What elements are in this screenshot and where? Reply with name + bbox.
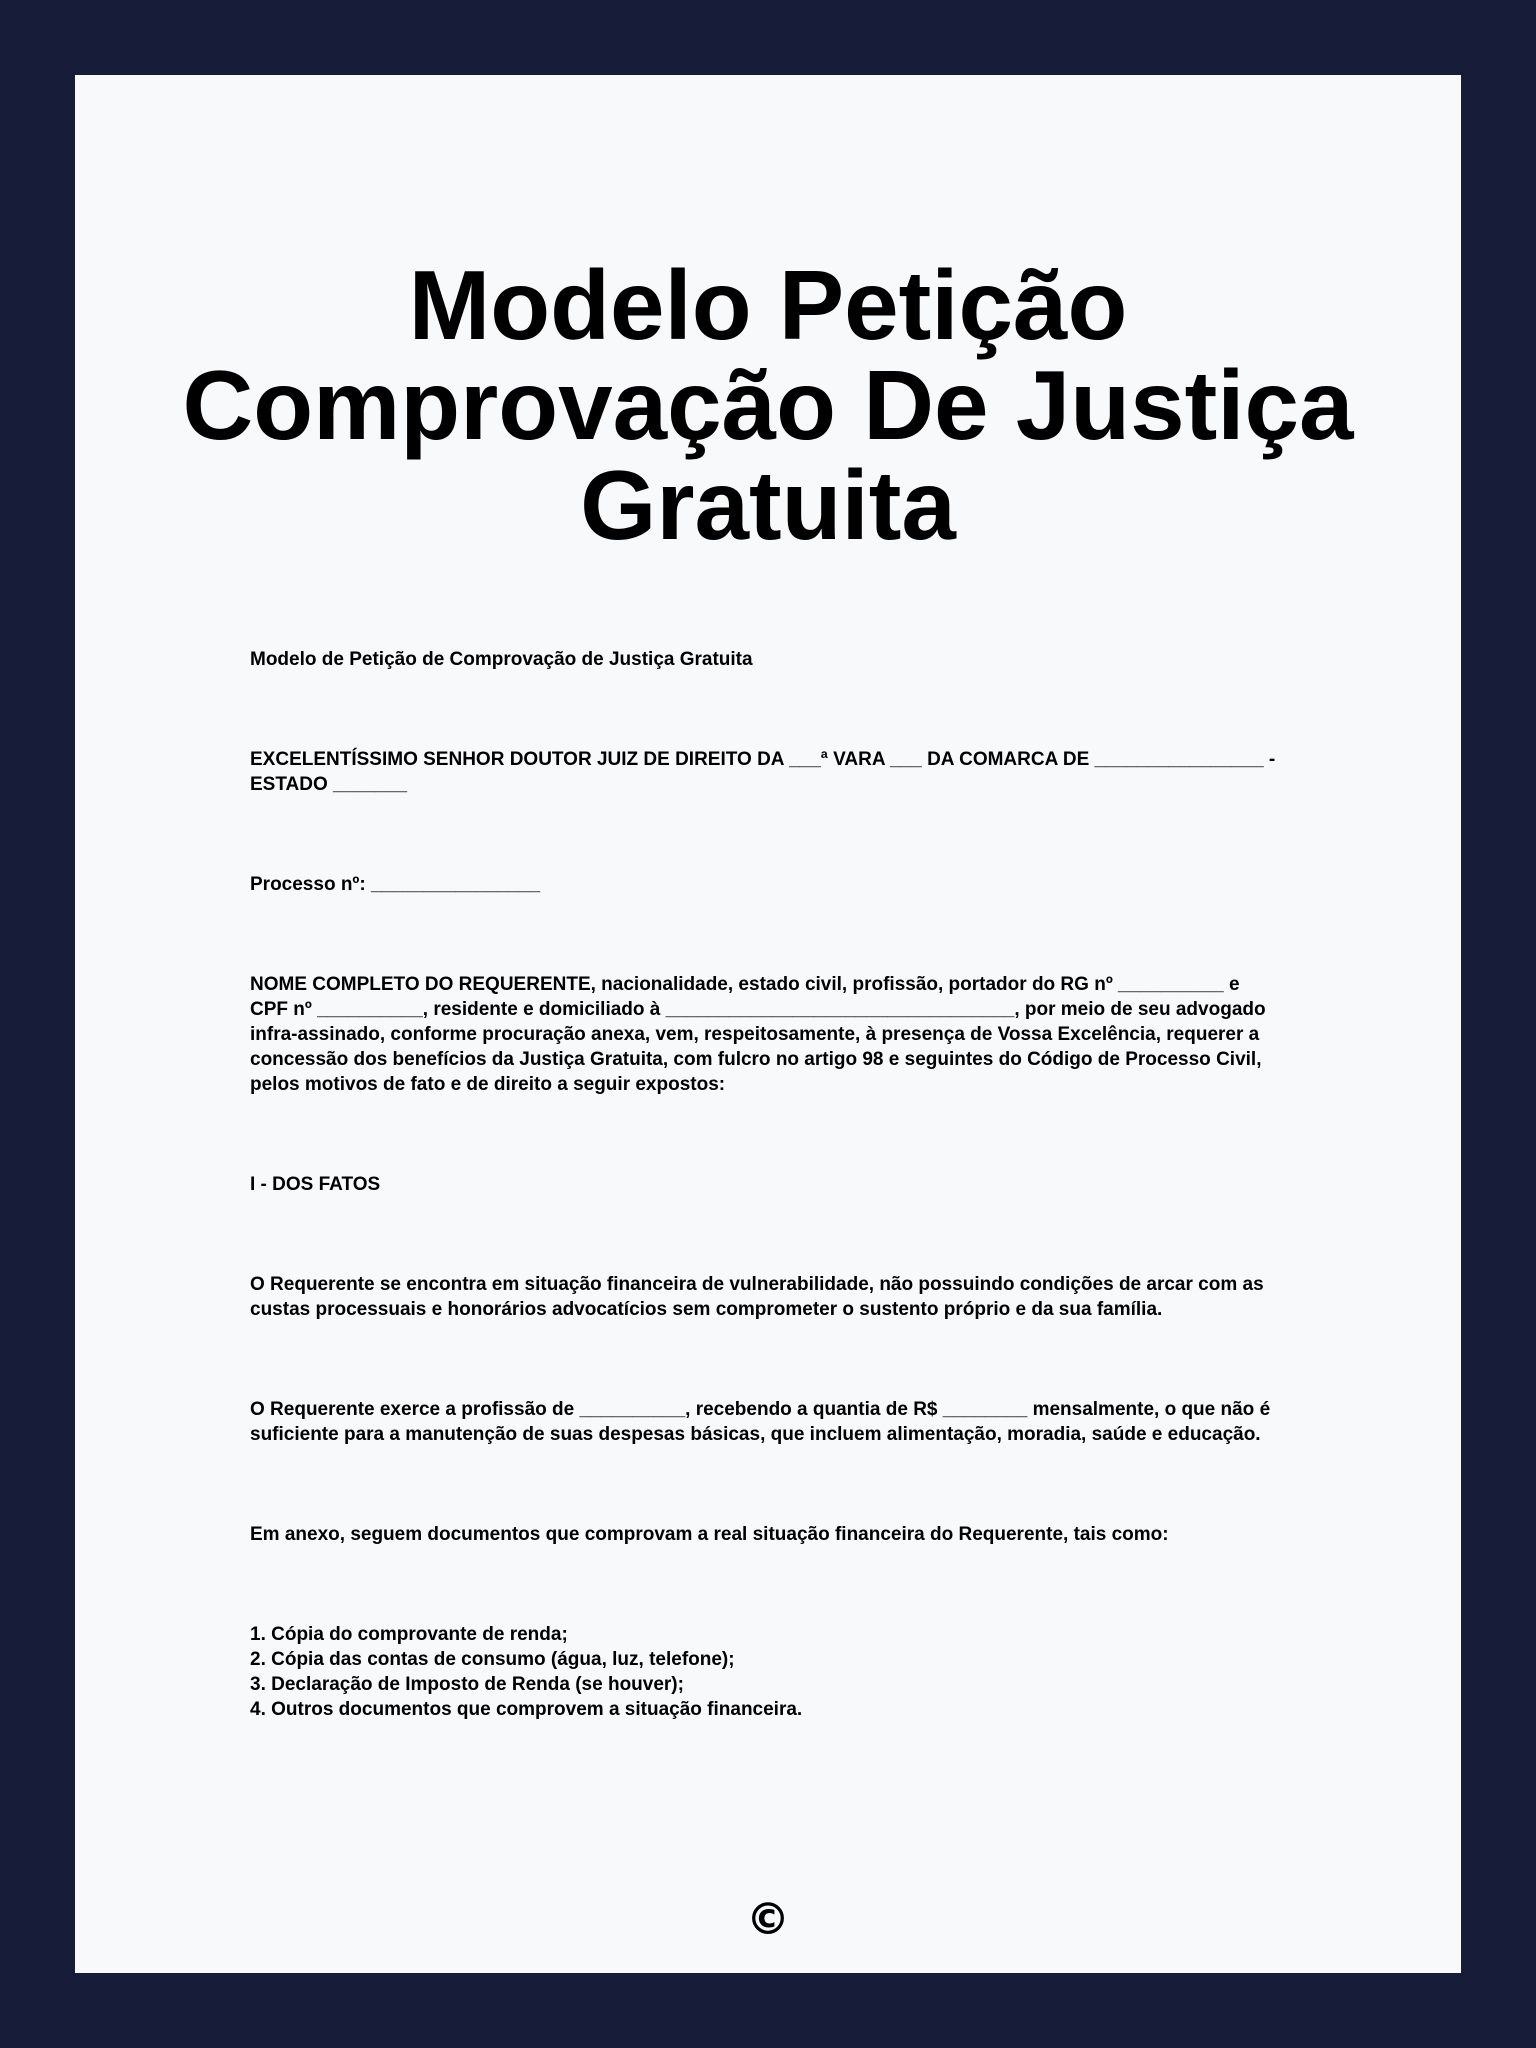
title-line-2: Comprovação De Justiça [182, 350, 1354, 460]
process-number: Processo nº: ________________ [250, 874, 541, 895]
list-item: 2. Cópia das contas de consumo (água, luz, telefone); [250, 1649, 735, 1670]
list-item: 1. Cópia do comprovante de renda; [250, 1624, 568, 1645]
list-item: 4. Outros documentos que comprovem a situação financeira. [250, 1699, 803, 1720]
title-line-3: Gratuita [580, 450, 956, 560]
title-line-1: Modelo Petição [408, 250, 1128, 360]
copyright-icon: © [746, 1894, 790, 1945]
page-title [75, 250, 1461, 560]
addressee-paragraph: EXCELENTÍSSIMO SENHOR DOUTOR JUIZ DE DIREITO DA ___ª VARA ___ DA COMARCA DE ________________ - ESTADO _______ [250, 749, 1276, 795]
document-subtitle: Modelo de Petição de Comprovação de Justiça Gratuita [250, 649, 753, 670]
facts-paragraph-3: Em anexo, seguem documentos que comprovam a real situação financeira do Requerente, tais como: [250, 1524, 1169, 1545]
document-body [250, 647, 1280, 1722]
list-item: 3. Declaração de Imposto de Renda (se houver); [250, 1674, 684, 1695]
document-page [75, 75, 1461, 1973]
documents-list [250, 1622, 1280, 1722]
facts-paragraph-1: O Requerente se encontra em situação financeira de vulnerabilidade, não possuindo condições de arcar com as custas processuais e honorários advocatícios sem comprometer o sustento próprio e da sua família. [250, 1274, 1264, 1320]
facts-paragraph-2: O Requerente exerce a profissão de __________, recebendo a quantia de R$ ________ mensalmente, o que não é suficiente para a manutenção de suas despesas básicas, que incluem alimentação, moradia, saúde e educação. [250, 1399, 1271, 1445]
section-heading-facts: I - DOS FATOS [250, 1174, 381, 1195]
qualification-paragraph: NOME COMPLETO DO REQUERENTE, nacionalidade, estado civil, profissão, portador do RG nº __________ e CPF nº __________, residente e domiciliado à _________________________________, por meio de seu advogado infra-assinado, conforme procuração anexa, vem, respeitosamente, à presença de Vossa Excelência, requerer a concessão dos benefícios da Justiça Gratuita, com fulcro no artigo 98 e seguintes do Código de Processo Civil, pelos motivos de fato e de direito a seguir expostos: [250, 974, 1266, 1095]
